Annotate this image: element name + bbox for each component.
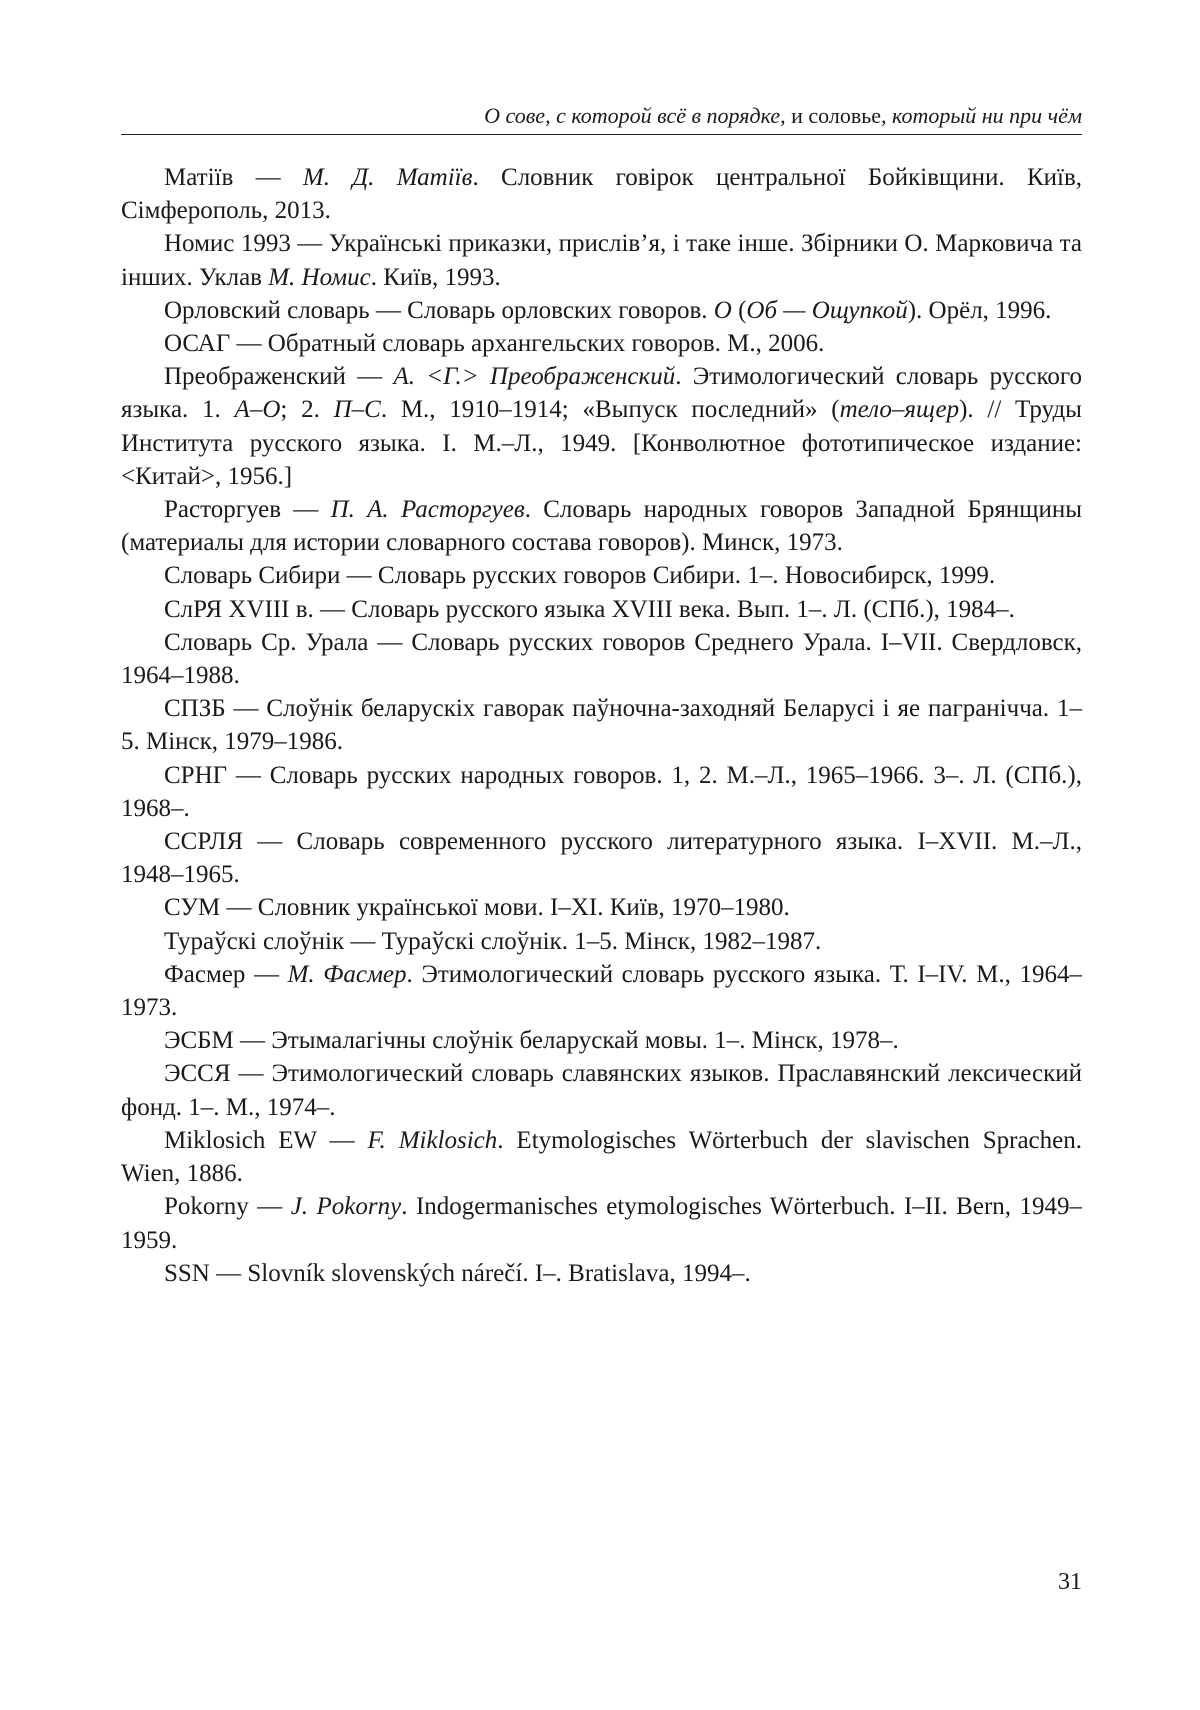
entry-author: J. Pokorny — [290, 1193, 402, 1221]
entry-text: . М., 1910–1914; «Выпуск последний» ( — [380, 396, 840, 424]
entry-text: . Словарь народных говоров Западной Брянщины (материалы для истории словарного состава говоров). Минск, 1973. — [121, 496, 1082, 557]
running-head-part: и — [791, 103, 803, 128]
entry-text: СРНГ — Словарь русских народных говоров. 1, 2. М.–Л., 1965–1966. 3–. Л. (СПб.), 1968–. — [121, 761, 1082, 822]
entry-italic: тело–ящер — [839, 396, 960, 424]
bib-entry — [121, 294, 1082, 327]
bib-entry — [121, 1190, 1082, 1256]
entry-text: Матіїв — — [164, 164, 303, 191]
bib-entry — [121, 1124, 1082, 1190]
running-head-part: , который ни при чём — [881, 103, 1082, 128]
entry-text: Pokorny — — [164, 1193, 291, 1221]
entry-text: СПЗБ — Слоўнік беларускіх гаворак паўночна-заходняй Беларусі і яе паграніччa. 1–5. Мінск, 1979–1986. — [121, 695, 1082, 756]
bib-entry — [121, 891, 1082, 924]
bib-entry — [121, 161, 1082, 227]
entry-italic: П–С — [333, 396, 381, 424]
bib-entry — [121, 227, 1082, 293]
entry-author: П. А. Расторгуев — [330, 496, 525, 524]
entry-author: F. Miklosich — [367, 1126, 498, 1154]
entry-text: ). // Труды Института русского языка. I. М.–Л., 1949. [Конволютное фототипическое издание: <Китай>, 1956.] — [121, 396, 1082, 490]
entry-text: ). Орёл, 1996. — [907, 296, 1052, 324]
entry-text: . Indogermanisches etymologisches Wörterbuch. I–II. Bern, 1949–1959. — [121, 1193, 1083, 1254]
entry-text: СУМ — Словник української мови. I–XI. Київ, 1970–1980. — [164, 894, 790, 922]
entry-text: Тураўскі слоўнік — Тураўскі слоўнік. 1–5. Мінск, 1982–1987. — [164, 927, 822, 955]
entry-text: . Etymologisches Wörterbuch der slavischen Sprachen. Wien, 1886. — [121, 1126, 1082, 1188]
entry-text: . Этимологический словарь русского языка. 1. — [121, 363, 1082, 424]
bib-entry — [121, 360, 1082, 493]
bib-entry — [121, 958, 1082, 1024]
bib-entry — [121, 1057, 1082, 1123]
running-head-part: , с которой всё в порядке, — [545, 103, 792, 128]
entry-italic: О — [713, 296, 732, 324]
bib-entry — [121, 825, 1082, 891]
entry-author: М. Фасмер — [287, 960, 407, 988]
entry-text: . Київ, 1993. — [370, 263, 501, 291]
bib-entry — [121, 925, 1082, 958]
entry-text: Номис 1993 — Українські приказки, прислів’я, і таке інше. Збірники О. Марковича та інших. Уклав — [121, 230, 1082, 291]
bib-entry — [121, 1024, 1082, 1057]
page-number: 31 — [1058, 1569, 1082, 1595]
entry-italic: Об — Ощупкой — [746, 296, 908, 324]
entry-text: . Словник говірок центральної Бойківщини. Київ, Сімферополь, 2013. — [121, 164, 1083, 225]
entry-text: ( — [731, 296, 747, 324]
entry-text: SSN — Slovník slovenských nárečí. I–. Bratislava, 1994–. — [164, 1259, 751, 1287]
bib-entry — [121, 692, 1082, 758]
entry-author: М. Номис — [268, 263, 371, 291]
entry-text: ЭСБМ — Этымалагічны слоўнік беларускай мовы. 1–. Мінск, 1978–. — [164, 1027, 899, 1055]
entry-text: Преображенский — — [164, 363, 394, 391]
entry-italic: А–О — [234, 396, 281, 424]
bib-entry — [121, 759, 1082, 825]
running-head-part: О сове — [484, 103, 546, 128]
entry-text: Словарь Сибири — Словарь русских говоров Сибири. 1–. Новосибирск, 1999. — [164, 562, 996, 590]
entry-text: ОСАГ — Обратный словарь архангельских говоров. М., 2006. — [164, 330, 825, 358]
running-head — [121, 102, 1082, 130]
entry-author: М. Д. Матіїв — [302, 164, 473, 191]
entry-text: . Этимологический словарь русского языка. Т. I–IV. М., 1964–1973. — [121, 960, 1082, 1022]
entry-text: Miklosich EW — — [164, 1126, 368, 1154]
entry-text: СлРЯ XVIII в. — Словарь русского языка XVIII века. Вып. 1–. Л. (СПб.), 1984–. — [164, 595, 1015, 623]
bib-entry — [121, 559, 1082, 592]
bib-entry — [121, 327, 1082, 360]
bib-entry — [121, 493, 1082, 559]
entry-text: Словарь Ср. Урала — Словарь русских говоров Среднего Урала. I–VII. Свердловск, 1964–1988. — [121, 628, 1082, 690]
running-head-part: соловье — [802, 103, 882, 128]
bib-entry — [121, 626, 1082, 692]
entry-text: ; 2. — [280, 396, 334, 424]
entry-author: А. <Г.> Преображенский — [393, 363, 676, 391]
bib-entry — [121, 593, 1082, 626]
bibliography-list — [121, 161, 1082, 1290]
header-rule — [121, 134, 1082, 135]
entry-text: Расторгуев — — [164, 496, 331, 524]
entry-text: Орловский словарь — Словарь орловских говоров. — [164, 296, 714, 324]
entry-text: Фасмер — — [164, 960, 288, 988]
bib-entry — [121, 1257, 1082, 1290]
entry-text: ССРЛЯ — Словарь современного русского литературного языка. I–XVII. М.–Л., 1948–1965. — [121, 828, 1082, 889]
entry-text: ЭССЯ — Этимологический словарь славянских языков. Праславянский лексический фонд. 1–. М., 1974–. — [121, 1060, 1082, 1121]
